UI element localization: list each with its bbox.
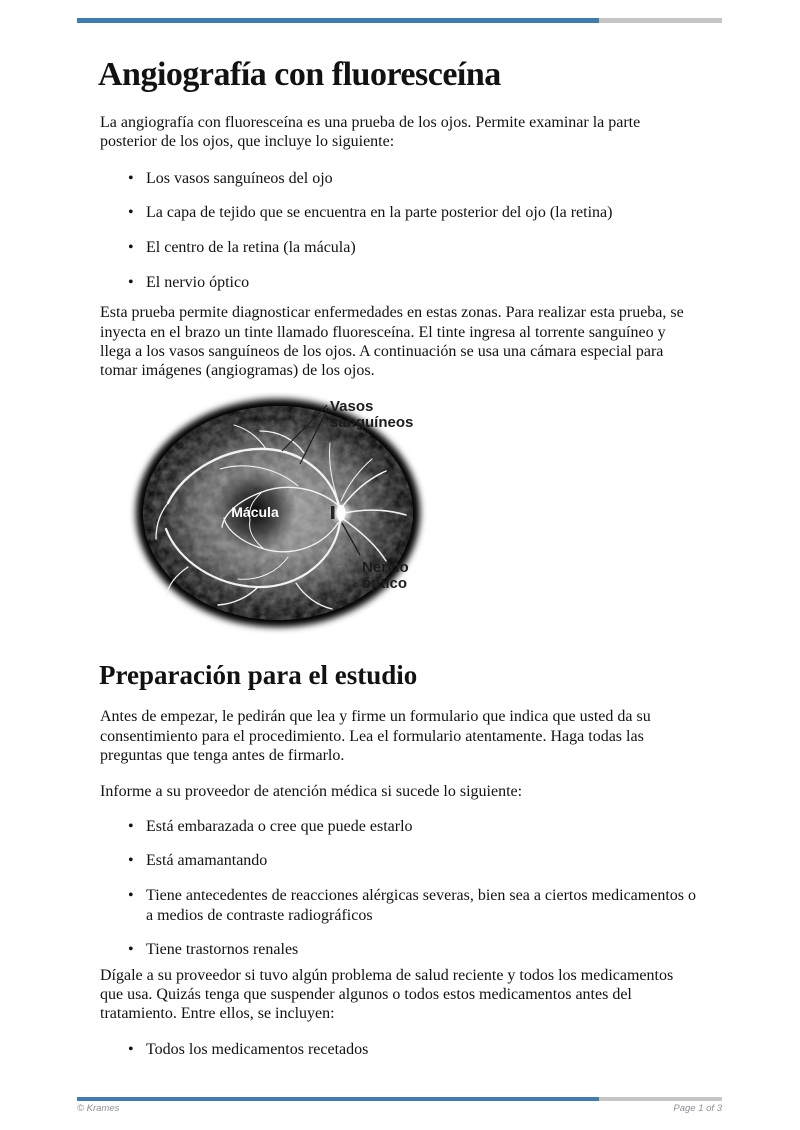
provider-conditions-list [100, 817, 696, 960]
footer-rule [77, 1097, 722, 1101]
exam-areas-list [100, 169, 696, 293]
list-item: • El nervio óptico [146, 273, 696, 292]
list-item: • Tiene trastornos renales [146, 940, 696, 959]
inform-provider-paragraph: Informe a su proveedor de atención médica si sucede lo siguiente: [100, 783, 523, 801]
list-item: • Los vasos sanguíneos del ojo [146, 169, 696, 188]
list-item: • Está amamantando [146, 851, 696, 870]
footer-copyright: © Krames [77, 1103, 120, 1114]
footer-rule-gray-segment [599, 1097, 722, 1101]
list-item: • Está embarazada o cree que puede estarlo [146, 817, 696, 836]
medications-list [100, 1040, 696, 1059]
list-item: • Tiene antecedentes de reacciones alérgicas severas, bien sea a ciertos medicamentos o a medios de contraste radiográficos [146, 886, 696, 925]
list-item: • El centro de la retina (la mácula) [146, 238, 696, 257]
retina-angiogram-figure [128, 391, 458, 636]
page-title: Angiografía con fluoresceína [98, 56, 501, 93]
optic-disc [329, 501, 353, 525]
test-description-paragraph: Esta prueba permite diagnosticar enfermedades en estas zonas. Para realizar esta prueba, se inyecta en el brazo un tinte llamado fluoresceína. El tinte ingresa al torrente sanguíneo y llega a los vasos sanguíneos de los ojos. A continuación se usa una cámara especial para tomar imágenes (angiogramas) de los ojos. [100, 304, 684, 380]
footer-page-number: Page 1 of 3 [673, 1103, 722, 1114]
optic-nerve-label: Nervio óptico [362, 559, 409, 593]
document-content [100, 0, 696, 1059]
list-item: • Todos los medicamentos recetados [146, 1040, 696, 1059]
intro-paragraph: La angiografía con fluoresceína es una prueba de los ojos. Permite examinar la parte posterior de los ojos, que incluye lo siguiente: [100, 114, 641, 151]
vessels-label: Vasos sanguíneos [330, 398, 414, 432]
macula-label: Mácula [231, 504, 279, 521]
retina-angiogram-image [128, 391, 458, 636]
section-heading-preparation: Preparación para el estudio [99, 660, 418, 691]
medications-paragraph: Dígale a su proveedor si tuvo algún problema de salud reciente y todos los medicamentos que usa. Quizás tenga que suspender algunos o todos estos medicamentos antes del tratamiento. Entre ellos, se incluyen: [100, 966, 674, 1023]
list-item: • La capa de tejido que se encuentra en la parte posterior del ojo (la retina) [146, 203, 696, 222]
footer-rule-blue-segment [77, 1097, 599, 1101]
footer [77, 1103, 722, 1114]
consent-paragraph: Antes de empezar, le pedirán que lea y firme un formulario que indica que usted da su consentimiento para el procedimiento. Lea el formulario atentamente. Haga todas las preguntas que tenga antes de firmarlo. [100, 708, 651, 765]
